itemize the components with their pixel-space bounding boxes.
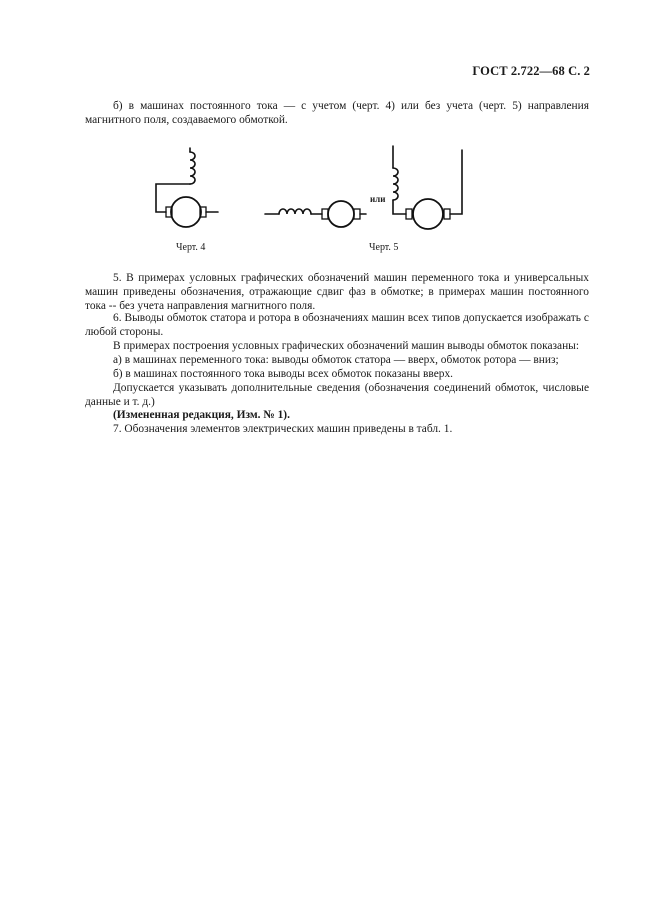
paragraph-6-extra: Допускается указывать дополнительные сведения (обозначения соединений обмоток, числовые данные и т. д.) [85, 382, 589, 409]
paragraph-6: 6. Выводы обмоток статора и ротора в обозначениях машин всех типов допускается изображать с любой стороны. [85, 312, 589, 339]
fig4-diagram [156, 148, 218, 227]
paragraph-7: 7. Обозначения элементов электрических машин приведены в табл. 1. [113, 423, 453, 435]
paragraph-5: 5. В примерах условных графических обозначений машин переменного тока и универсальных машин приведены обозначения, отражающие сдвиг фаз в обмотке; в примерах машин постоянного тока -- без учета направления магнитного поля. [85, 272, 589, 313]
paragraph-6-revision: (Измененная редакция, Изм. № 1). [113, 409, 290, 421]
fig5-diagram-right [393, 146, 462, 229]
fig4-caption: Черт. 4 [176, 242, 206, 253]
fig5-caption: Черт. 5 [369, 242, 399, 253]
fig5-or-label: или [370, 194, 386, 204]
paragraph-6a: а) в машинах переменного тока: выводы обмоток статора — вверх, обмоток ротора — вниз; [113, 354, 559, 366]
fig5-diagram-left [265, 201, 366, 227]
intro-paragraph: б) в машинах постоянного тока — с учетом (черт. 4) или без учета (черт. 5) направления магнитного поля, создаваемого обмоткой. [85, 100, 589, 127]
paragraph-6b: б) в машинах постоянного тока выводы всех обмоток показаны вверх. [113, 368, 454, 380]
paragraph-6-intro: В примерах построения условных графических обозначений машин выводы обмоток показаны: [113, 340, 580, 352]
page-header: ГОСТ 2.722—68 С. 2 [472, 64, 590, 78]
